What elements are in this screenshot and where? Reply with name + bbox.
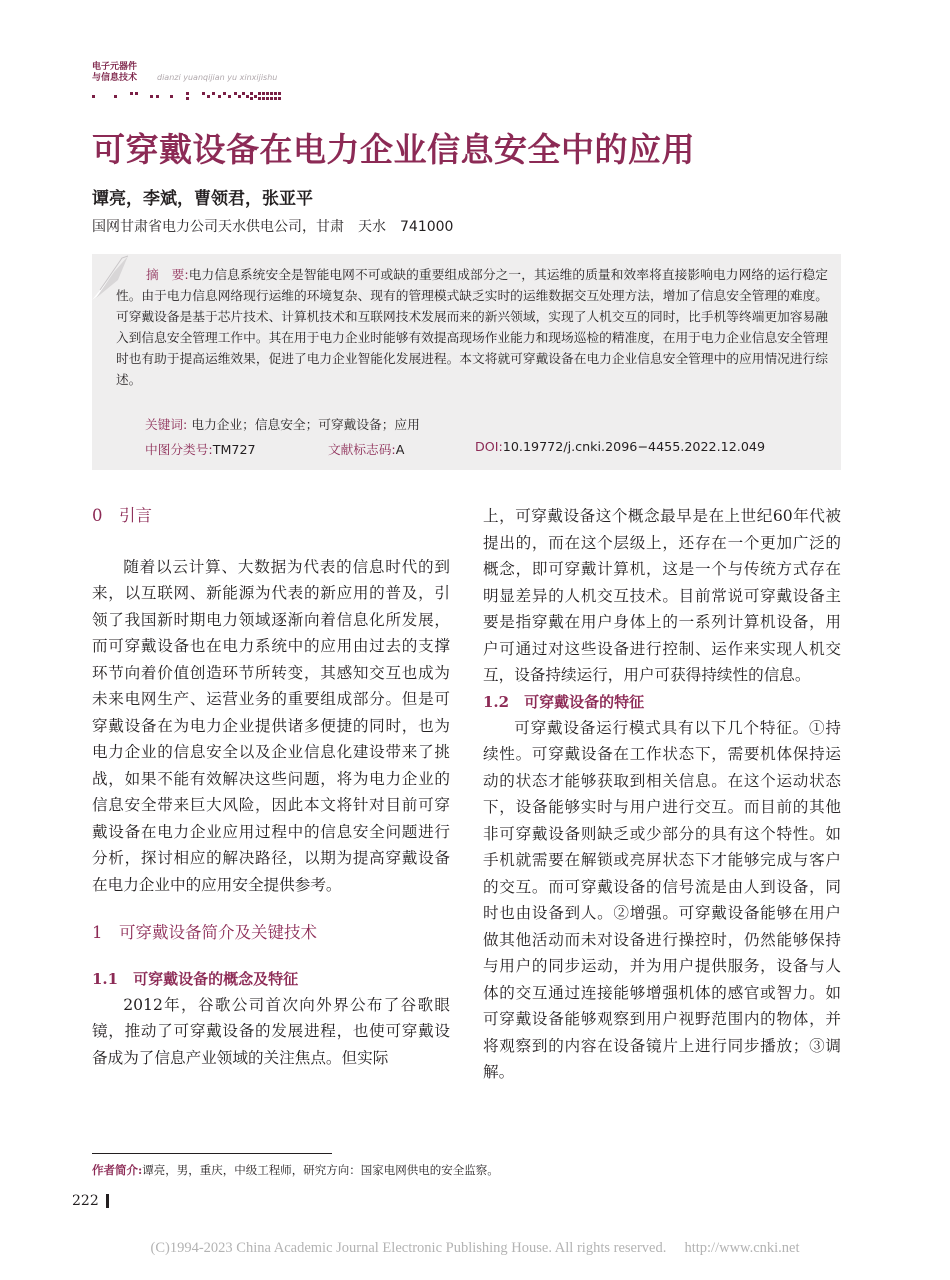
doi[interactable]: 10.19772/j.cnki.2096−4455.2022.12.049 <box>502 439 766 454</box>
section-0-heading: 0 引言 <box>92 506 152 525</box>
abstract <box>116 264 828 390</box>
page-number: 222 <box>72 1193 99 1209</box>
page-number-bar <box>106 1194 109 1208</box>
keywords-line <box>145 414 420 433</box>
abstract-text: 电力信息系统安全是智能电网不可或缺的重要组成部分之一，其运维的质量和效率将直接影响电力网络的运行稳定性。由于电力信息网络现行运维的环境复杂、现有的管理模式缺乏实时的运维数据交互处理方法，增加了信息安全管理的难度。可穿戴设备是基于芯片技术、计算机技术和互联网技术发展而来的新兴领域，实现了人机交互的同时，比手机等终端更加容易融入到信息安全管理工作中。其在用于电力企业时能够有效提高现场作业能力和现场巡检的精准度，在用于电力企业信息安全管理时也有助于提高运维效果，促进了电力企业智能化发展进程。本文将就可穿戴设备在电力企业信息安全管理中的应用情况进行综述。 <box>116 267 828 387</box>
continued-paragraph: 上，可穿戴设备这个概念最早是在上世纪60年代被提出的，而在这个层级上，还存在一个更加广泛的概念，即可穿戴计算机，这是一个与传统方式存在明显差异的人机交互技术。目前常说可穿戴设备主要是指穿戴在用户身体上的一系列计算机设备，用户可通过对这些设备进行控制、运作来实现人机交互，设备持续运行，用户可获得持续性的信息。 <box>483 507 841 684</box>
section-1-2-paragraph: 可穿戴设备运行模式具有以下几个特征。①持续性。可穿戴设备在工作状态下，需要机体保持运动的状态才能够获取到相关信息。在这个运动状态下，设备能够实时与用户进行交互。而目前的其他非可穿戴设备则缺乏或少部分的具有这个特性。如手机就需要在解锁或亮屏状态下才能够完成与客户的交互。而可穿戴设备的信号流是由人到设备，同时也由设备到人。②增强。可穿戴设备能够在用户做其他活动而未对设备进行操控时，仍然能够保持与用户的同步运动，并为用户提供服务，设备与人体的交互通过连接能够增强机体的感官或智力。如可穿戴设备能够观察到用户视野范围内的物体，并将观察到的内容在设备镜片上进行同步播放；③调解。 <box>483 718 841 1081</box>
footnote-divider <box>92 1153 332 1154</box>
author-list: 谭亮，李斌，曹领君，张亚平 <box>92 189 313 209</box>
keywords: 电力企业；信息安全；可穿戴设备；应用 <box>191 417 420 432</box>
abstract-label: 摘 要: <box>146 267 189 282</box>
section-1-2-heading: 1.2 可穿戴设备的特征 <box>483 692 645 711</box>
journal-pinyin: dianzi yuanqijian yu xinxijishu <box>157 73 278 82</box>
section-0-paragraph: 随着以云计算、大数据为代表的信息时代的到来，以互联网、新能源为代表的新应用的普及，引领了我国新时期电力领域逐渐向着信息化所发展，而可穿戴设备也在电力系统中的应用由过去的支撑环节向着价值创造环节所转变，其感知交互也成为未来电网生产、运营业务的重要组成部分。但是可穿戴设备在为电力企业提供诸多便捷的同时，也为电力企业的信息安全以及企业信息化建设带来了挑战，如果不能有效解决这些问题，将为电力企业的信息安全带来巨大风险，因此本文将针对目前可穿戴设备在电力企业应用过程中的信息安全问题进行分析，探讨相应的解决路径，以期为提高穿戴设备在电力企业中的应用安全提供参考。 <box>92 557 450 894</box>
classification-line <box>145 439 835 459</box>
copyright-notice: (C)1994-2023 China Academic Journal Electronic Publishing House. All rights reserved. http://www.cnki.net <box>150 1240 800 1256</box>
clc-code: TM727 <box>212 442 256 457</box>
masthead-dots-decoration <box>92 92 282 100</box>
clc-label: 中图分类号: <box>145 442 213 457</box>
section-1-1-paragraph: 2012年，谷歌公司首次向外界公布了谷歌眼镜，推动了可穿戴设备的发展进程，也使可穿戴设备成为了信息产业领域的关注焦点。但实际 <box>92 995 450 1067</box>
article-title: 可穿戴设备在电力企业信息安全中的应用 <box>92 130 695 169</box>
section-1-heading: 1 可穿戴设备简介及关键技术 <box>92 923 317 942</box>
journal-name-line2: 与信息技术 <box>92 73 138 83</box>
doc-code: A <box>395 442 405 457</box>
doi-label: DOI: <box>475 439 503 454</box>
affiliation: 国网甘肃省电力公司天水供电公司，甘肃 天水 741000 <box>92 219 454 235</box>
left-column <box>92 503 450 1071</box>
journal-name <box>92 62 137 84</box>
footnote-label: 作者简介: <box>92 1163 143 1177</box>
right-column <box>483 503 841 1086</box>
author-bio-footnote <box>92 1162 499 1178</box>
doc-code-label: 文献标志码: <box>328 442 396 457</box>
section-1-1-heading: 1.1 可穿戴设备的概念及特征 <box>92 969 299 988</box>
keywords-label: 关键词: <box>145 417 188 432</box>
footnote-text: 谭亮，男，重庆，中级工程师，研究方向：国家电网供电的安全监察。 <box>142 1163 499 1177</box>
journal-name-line1: 电子元器件 <box>92 62 138 72</box>
